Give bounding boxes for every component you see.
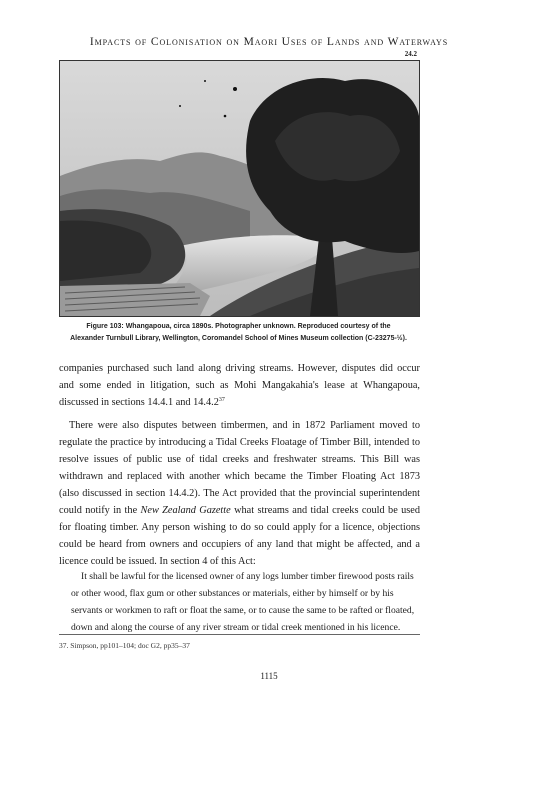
footnote-37: 37. Simpson, pp101–104; doc G2, pp35–37 — [59, 641, 190, 650]
paragraph-2 — [59, 417, 420, 570]
body-text — [59, 360, 420, 570]
block-quote-text: It shall be lawful for the licensed owner of any logs lumber timber firewood posts rails or other wood, flax gum or other substances or materials, either by himself or by his servants or workmen to raft or float the same, or to cause the same to be rafted or floated, down and along the course of any river stream or tidal creek mentioned in his licence. — [71, 571, 415, 633]
block-quote — [71, 568, 415, 636]
paragraph-2-text-a: There were also disputes between timbermen, and in 1872 Parliament moved to regulate the practice by introducing a Tidal Creeks Floatage of Timber Bill, intended to resolve issues of public use of tidal creeks and freshwater streams. This Bill was withdrawn and replaced with another which became the Timber Floating Act 1873 (also discussed in section 14.4.2). The Act provided that the provincial superintendent could notify in the — [59, 420, 420, 516]
caption-line-2: Alexander Turnbull Library, Wellington, Coromandel School of Mines Museum collection (C-23275-½). — [70, 335, 407, 342]
gazette-title: New Zealand Gazette — [140, 505, 231, 516]
footnote-ref-37[interactable]: 37 — [218, 397, 225, 403]
paragraph-1 — [59, 360, 420, 411]
figure-caption — [59, 321, 418, 345]
paragraph-2-text-b: what streams and tidal creeks could be used for floating timber. Any person wishing to do so could apply for a licence, objections could be heard from owners and occupiers of any land that might be affected, and a licence could be issued. In section 4 of this Act: — [59, 505, 420, 567]
footnote-divider — [59, 634, 420, 635]
caption-line-1: Figure 103: Whangapoua, circa 1890s. Photographer unknown. Reproduced courtesy of the — [86, 323, 391, 330]
section-number: 24.2 — [404, 50, 417, 58]
running-head: Impacts of Colonisation on Maori Uses of Lands and Waterways — [89, 36, 449, 48]
whangapoua-photograph — [60, 61, 419, 316]
page-number: 1115 — [260, 671, 278, 681]
paragraph-1-text: companies purchased such land along driving streams. However, disputes did occur and some ended in litigation, such as Mohi Mangakahia's lease at Whangapoua, discussed in sections 14.4.1 and 14.4.2 — [59, 363, 420, 408]
figure-photo — [59, 60, 420, 317]
